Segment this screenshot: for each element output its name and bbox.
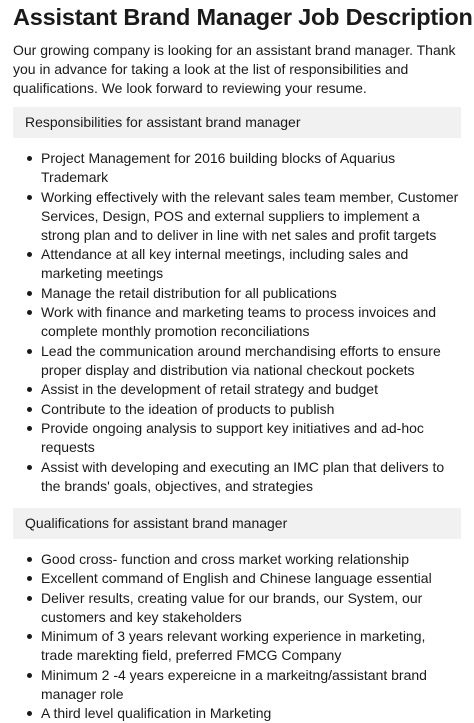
list-item: Project Management for 2016 building blocks of Aquarius Trademark	[24, 149, 461, 187]
page-title: Assistant Brand Manager Job Description	[13, 3, 461, 31]
list-item: Minimum 2 -4 years expereicne in a markeitng/assistant brand manager role	[24, 666, 461, 704]
qualifications-header: Qualifications for assistant brand manager	[13, 508, 461, 539]
list-item: Good cross- function and cross market working relationship	[24, 550, 461, 569]
list-item: Contribute to the ideation of products to publish	[24, 400, 461, 419]
list-item: Minimum of 3 years relevant working experience in marketing, trade marekting field, preferred FMCG Company	[24, 627, 461, 665]
list-item: Attendance at all key internal meetings, including sales and marketing meetings	[24, 245, 461, 283]
qualifications-list	[13, 550, 461, 723]
list-item: Manage the retail distribution for all publications	[24, 284, 461, 303]
job-description-page	[0, 3, 474, 644]
list-item: Excellent command of English and Chinese language essential	[24, 569, 461, 588]
intro-paragraph: Our growing company is looking for an assistant brand manager. Thank you in advance for taking a look at the list of responsibilities and qualifications. We look forward to reviewing your resume.	[13, 41, 461, 98]
list-item: Deliver results, creating value for our brands, our System, our customers and key stakeholders	[24, 589, 461, 627]
list-item: Lead the communication around merchandising efforts to ensure proper display and distribution via national checkout pockets	[24, 342, 461, 380]
responsibilities-list	[13, 149, 461, 496]
responsibilities-header: Responsibilities for assistant brand manager	[13, 107, 461, 138]
list-item: Assist in the development of retail strategy and budget	[24, 380, 461, 399]
list-item: Assist with developing and executing an IMC plan that delivers to the brands' goals, objectives, and strategies	[24, 458, 461, 496]
list-item: A third level qualification in Marketing	[24, 704, 461, 723]
list-item: Work with finance and marketing teams to process invoices and complete monthly promotion reconciliations	[24, 303, 461, 341]
list-item: Working effectively with the relevant sales team member, Customer Services, Design, POS and external suppliers to implement a strong plan and to deliver in line with net sales and profit targets	[24, 188, 461, 245]
list-item: Provide ongoing analysis to support key initiatives and ad-hoc requests	[24, 419, 461, 457]
